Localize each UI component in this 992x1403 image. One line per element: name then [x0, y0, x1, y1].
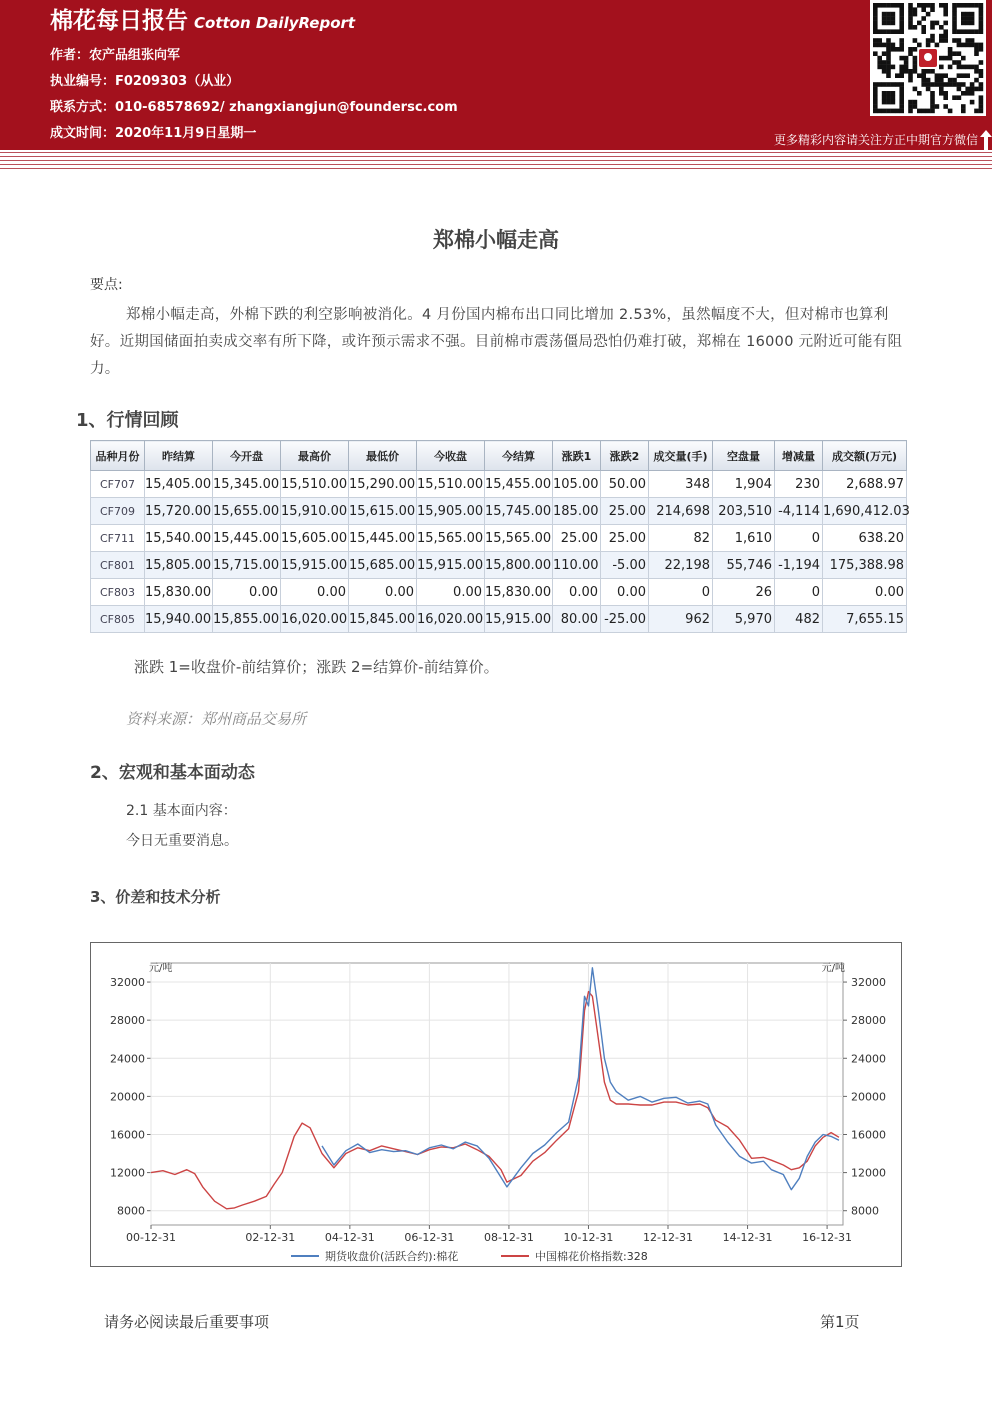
table-cell: 15,615.00: [349, 498, 417, 525]
table-header-cell: 成交量(手): [649, 441, 713, 471]
x-tick-label: 14-12-31: [722, 1231, 773, 1244]
table-cell: -4,114: [775, 498, 823, 525]
table-cell: 0.00: [417, 579, 485, 606]
table-cell: 15,830.00: [485, 579, 553, 606]
author-line: 作者：农产品组张向军: [50, 48, 181, 63]
table-cell: 15,845.00: [349, 606, 417, 633]
table-cell: 15,455.00: [485, 471, 553, 498]
footer-disclaimer: 请务必阅读最后重要事项: [104, 1313, 270, 1331]
table-cell: 0.00: [601, 579, 649, 606]
table-cell: 0.00: [213, 579, 281, 606]
table-row: [91, 606, 907, 633]
table-header-cell: 最低价: [349, 441, 417, 471]
table-row: [91, 579, 907, 606]
table-cell: 15,685.00: [349, 552, 417, 579]
contract-code-cell: CF801: [91, 552, 145, 579]
table-cell: 25.00: [601, 525, 649, 552]
table-cell: 15,405.00: [145, 471, 213, 498]
table-cell: 110.00: [553, 552, 601, 579]
table-cell: 15,940.00: [145, 606, 213, 633]
report-title: 棉花每日报告 Cotton DailyReport: [50, 8, 356, 34]
table-cell: 15,510.00: [417, 471, 485, 498]
table-cell: 15,910.00: [281, 498, 349, 525]
table-cell: 15,540.00: [145, 525, 213, 552]
table-header-cell: 今结算: [485, 441, 553, 471]
x-tick-label: 02-12-31: [245, 1231, 296, 1244]
data-source: 资料来源：郑州商品交易所: [126, 710, 307, 728]
table-cell: -25.00: [601, 606, 649, 633]
table-header-cell: 最高价: [281, 441, 349, 471]
table-header-cell: 空盘量: [713, 441, 775, 471]
table-cell: 0.00: [281, 579, 349, 606]
market-table: [90, 440, 910, 633]
contract-code-cell: CF805: [91, 606, 145, 633]
table-cell: 15,915.00: [281, 552, 349, 579]
legend-label: 中国棉花价格指数:328: [535, 1250, 648, 1263]
section-market-review: 1、行情回顾: [76, 410, 179, 431]
contract-code-cell: CF709: [91, 498, 145, 525]
cotton-price-chart: [90, 942, 902, 1267]
table-body: [91, 471, 910, 633]
license-line: 执业编号：F0209303（从业）: [50, 74, 240, 89]
table-cell: 15,905.00: [417, 498, 485, 525]
table-cell: 15,290.00: [349, 471, 417, 498]
y-unit-left: 元/吨: [149, 963, 173, 974]
table-cell: 185.00: [553, 498, 601, 525]
table-cell: 0: [649, 579, 713, 606]
chart-svg: [91, 943, 903, 1268]
table-cell: 2,688.97: [823, 471, 907, 498]
table-cell: 15,445.00: [213, 525, 281, 552]
report-title-en: Cotton DailyReport: [194, 14, 356, 32]
table-cell: 15,345.00: [213, 471, 281, 498]
section-technical: 3、价差和技术分析: [90, 888, 221, 906]
table-header-cell: 昨结算: [145, 441, 213, 471]
table-cell: 15,745.00: [485, 498, 553, 525]
y-tick-label-right: 12000: [851, 1166, 886, 1180]
table-cell: 203,510: [713, 498, 775, 525]
up-arrow-icon: [980, 130, 992, 150]
y-tick-label-right: 20000: [851, 1090, 886, 1104]
chart-legend: [291, 1249, 648, 1263]
qr-code-icon: [870, 0, 986, 116]
x-tick-label: 06-12-31: [404, 1231, 455, 1244]
table-header-cell: 今收盘: [417, 441, 485, 471]
table-cell: -5.00: [601, 552, 649, 579]
y-unit-right: 元/吨: [821, 963, 845, 974]
x-tick-label: 08-12-31: [483, 1231, 534, 1244]
section-macro: 2、宏观和基本面动态: [90, 763, 255, 783]
table-header-cell: 今开盘: [213, 441, 281, 471]
table-header-cell: 涨跌2: [601, 441, 649, 471]
table-header-cell: 涨跌1: [553, 441, 601, 471]
y-tick-label-right: 24000: [851, 1052, 886, 1066]
x-tick-label: 04-12-31: [324, 1231, 375, 1244]
table-cell: 214,698: [649, 498, 713, 525]
table-cell: 15,715.00: [213, 552, 281, 579]
x-tick-label: 00-12-31: [126, 1231, 176, 1244]
table-cell: 15,655.00: [213, 498, 281, 525]
table-cell: 1,690,412.03: [823, 498, 907, 525]
table-cell: 1,610: [713, 525, 775, 552]
table-header-row: [91, 441, 907, 471]
table-cell: 15,830.00: [145, 579, 213, 606]
table-cell: 80.00: [553, 606, 601, 633]
table-cell: 15,805.00: [145, 552, 213, 579]
wechat-note: 更多精彩内容请关注方正中期官方微信: [718, 128, 992, 152]
plot-frame: [151, 963, 843, 1225]
table-row: [91, 498, 907, 525]
series-line-1: [151, 992, 839, 1209]
table-cell: 7,655.15: [823, 606, 907, 633]
table-cell: 26: [713, 579, 775, 606]
table-cell: 25.00: [553, 525, 601, 552]
page-number: 第1页: [820, 1313, 860, 1331]
table-cell: 55,746: [713, 552, 775, 579]
legend-label: 期货收盘价(活跃合约):棉花: [325, 1250, 459, 1263]
table-cell: 16,020.00: [417, 606, 485, 633]
y-tick-label-left: 28000: [110, 1014, 145, 1028]
summary-paragraph: 郑棉小幅走高，外棉下跌的利空影响被消化。4 月份国内棉布出口同比增加 2.53%，虽然幅度不大，但对棉市也算利好。近期国储面拍卖成交率有所下降，或许预示需求不强。目前棉市震荡僵局恐怕仍难打破，郑棉在 16000 元附近可能有阻力。: [90, 307, 903, 377]
y-tick-label-right: 8000: [851, 1204, 879, 1218]
no-news-text: 今日无重要消息。: [126, 833, 238, 849]
contract-code-cell: CF711: [91, 525, 145, 552]
table-cell: 230: [775, 471, 823, 498]
table-note: 涨跌 1=收盘价-前结算价；涨跌 2=结算价-前结算价。: [134, 658, 499, 676]
table-cell: 0.00: [823, 579, 907, 606]
contract-code-cell: CF707: [91, 471, 145, 498]
table-cell: 16,020.00: [281, 606, 349, 633]
table-cell: 15,565.00: [417, 525, 485, 552]
table-cell: 5,970: [713, 606, 775, 633]
document-title: 郑棉小幅走高: [433, 228, 559, 252]
table-cell: 0.00: [349, 579, 417, 606]
table-cell: 962: [649, 606, 713, 633]
table-cell: 15,445.00: [349, 525, 417, 552]
y-tick-label-left: 16000: [110, 1128, 145, 1142]
table-row: [91, 525, 907, 552]
header-stripe: [0, 152, 992, 170]
x-tick-label: 12-12-31: [643, 1231, 693, 1244]
table-cell: 25.00: [601, 498, 649, 525]
report-header: [0, 0, 992, 150]
table-header-cell: 成交额(万元): [823, 441, 907, 471]
table-cell: 638.20: [823, 525, 907, 552]
table-cell: 0: [775, 579, 823, 606]
table-cell: 15,605.00: [281, 525, 349, 552]
y-tick-label-left: 20000: [110, 1090, 145, 1104]
table-cell: 15,565.00: [485, 525, 553, 552]
table-cell: 15,800.00: [485, 552, 553, 579]
subsection-fundamental: 2.1 基本面内容：: [126, 803, 237, 819]
table-cell: 50.00: [601, 471, 649, 498]
table-cell: 22,198: [649, 552, 713, 579]
table-cell: 1,904: [713, 471, 775, 498]
x-tick-label: 16-12-31: [802, 1231, 853, 1244]
table-cell: 15,915.00: [417, 552, 485, 579]
y-tick-label-left: 12000: [110, 1166, 145, 1180]
y-tick-label-right: 28000: [851, 1014, 886, 1028]
series-line-0: [322, 968, 839, 1190]
table-cell: 175,388.98: [823, 552, 907, 579]
table-cell: 15,510.00: [281, 471, 349, 498]
table-cell: 482: [775, 606, 823, 633]
x-tick-label: 10-12-31: [563, 1231, 614, 1244]
table-header-cell: 增减量: [775, 441, 823, 471]
table-cell: -1,194: [775, 552, 823, 579]
contact-line: 联系方式：010-68578692/ zhangxiangjun@foundersc.com: [50, 100, 458, 115]
y-tick-label-left: 8000: [117, 1204, 145, 1218]
date-line: 成文时间：2020年11月9日星期一: [50, 126, 257, 141]
table-cell: 0.00: [553, 579, 601, 606]
table-row: [91, 471, 907, 498]
y-tick-label-left: 32000: [110, 976, 145, 990]
keypoint-label: 要点:: [90, 277, 123, 293]
table-cell: 105.00: [553, 471, 601, 498]
y-tick-label-left: 24000: [110, 1052, 145, 1066]
table-cell: 15,915.00: [485, 606, 553, 633]
table-cell: 15,855.00: [213, 606, 281, 633]
table-header-cell: 品种月份: [91, 441, 145, 471]
table-cell: 82: [649, 525, 713, 552]
table-cell: 348: [649, 471, 713, 498]
y-tick-label-right: 16000: [851, 1128, 886, 1142]
table-cell: 15,720.00: [145, 498, 213, 525]
y-tick-label-right: 32000: [851, 976, 886, 990]
table-cell: 0: [775, 525, 823, 552]
table-row: [91, 552, 907, 579]
contract-code-cell: CF803: [91, 579, 145, 606]
